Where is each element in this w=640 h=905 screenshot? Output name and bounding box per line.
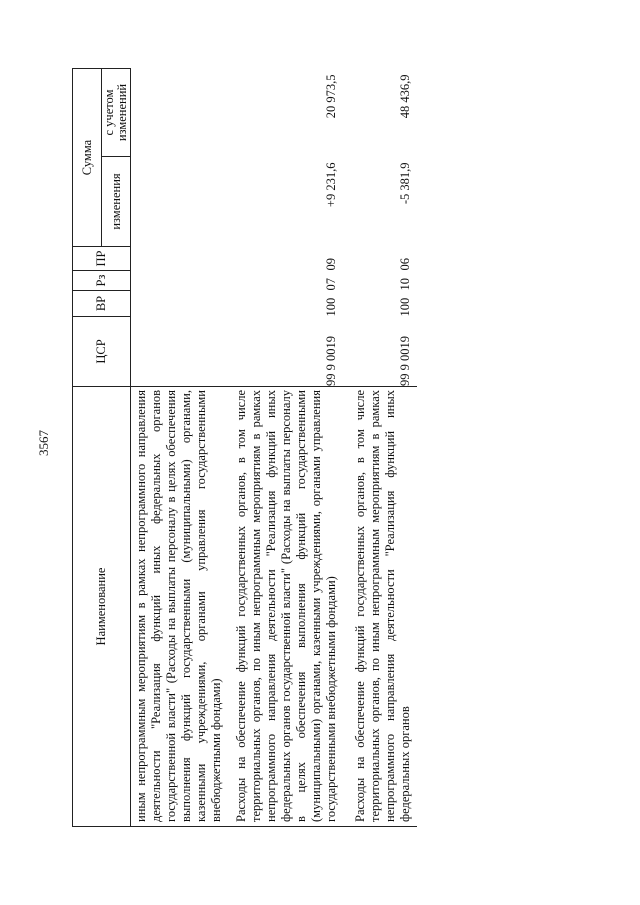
row-rz: 07 (324, 278, 338, 291)
header-rz: Рз (73, 271, 131, 291)
row-csr: 99 9 0019 (398, 336, 412, 386)
table-row (343, 69, 417, 827)
table-row (131, 69, 225, 827)
row-vr (131, 291, 225, 317)
row-name: Расходы на обеспечение функций государственных органов, в том числе территориальных органов, по иным непрограммным мероприятиям в рамках непрограммного направления деятельности "Реализация функций иных федеральных органов (353, 390, 412, 822)
table-row (224, 69, 343, 827)
row-pr (131, 247, 225, 271)
header-name: Наименование (73, 387, 131, 827)
row-csr (131, 317, 225, 387)
header-vr: ВР (73, 291, 131, 317)
row-changes: +9 231,6 (324, 162, 338, 208)
budget-table (72, 68, 417, 827)
row-vr: 100 (398, 297, 412, 317)
header-with-changes: с учетом изменений (102, 69, 131, 157)
row-name: Расходы на обеспечение функций государственных органов, в том числе территориальных органов, по иным непрограммным мероприятиям в рамках непрограммного направления деятельности "Реализация функций иных федеральных органов государственной власти" (Расходы на выплаты персоналу в целях обеспечения выполнения функций государственными (муниципальными) органами, казенными учреждениями, органами управления государственными внебюджетными фондами) (234, 390, 338, 822)
row-with-changes (131, 69, 225, 157)
row-changes (131, 157, 225, 247)
header-pr: ПР (73, 247, 131, 271)
row-rz: 10 (398, 278, 412, 291)
row-with-changes: 48 436,9 (398, 74, 412, 119)
row-with-changes: 20 973,5 (324, 74, 338, 119)
page-number: 3567 (36, 430, 51, 456)
row-vr: 100 (324, 297, 338, 317)
row-pr: 09 (324, 258, 338, 271)
header-csr: ЦСР (73, 317, 131, 387)
row-changes: -5 381,9 (398, 162, 412, 205)
row-name: иным непрограммным мероприятиям в рамках непрограммного направления деятельности "Реализация функций иных федеральных органов государственной власти" (Расходы на выплаты персоналу в целях обеспечения выполнения функций государственными (муниципальными) органами, казенными учреждениями, органами управления государственными внебюджетными фондами) (134, 390, 223, 822)
row-rz (131, 271, 225, 291)
header-changes: изменения (102, 157, 131, 247)
row-pr: 06 (398, 258, 412, 271)
header-sum: Сумма (73, 69, 102, 247)
row-csr: 99 9 0019 (324, 336, 338, 386)
